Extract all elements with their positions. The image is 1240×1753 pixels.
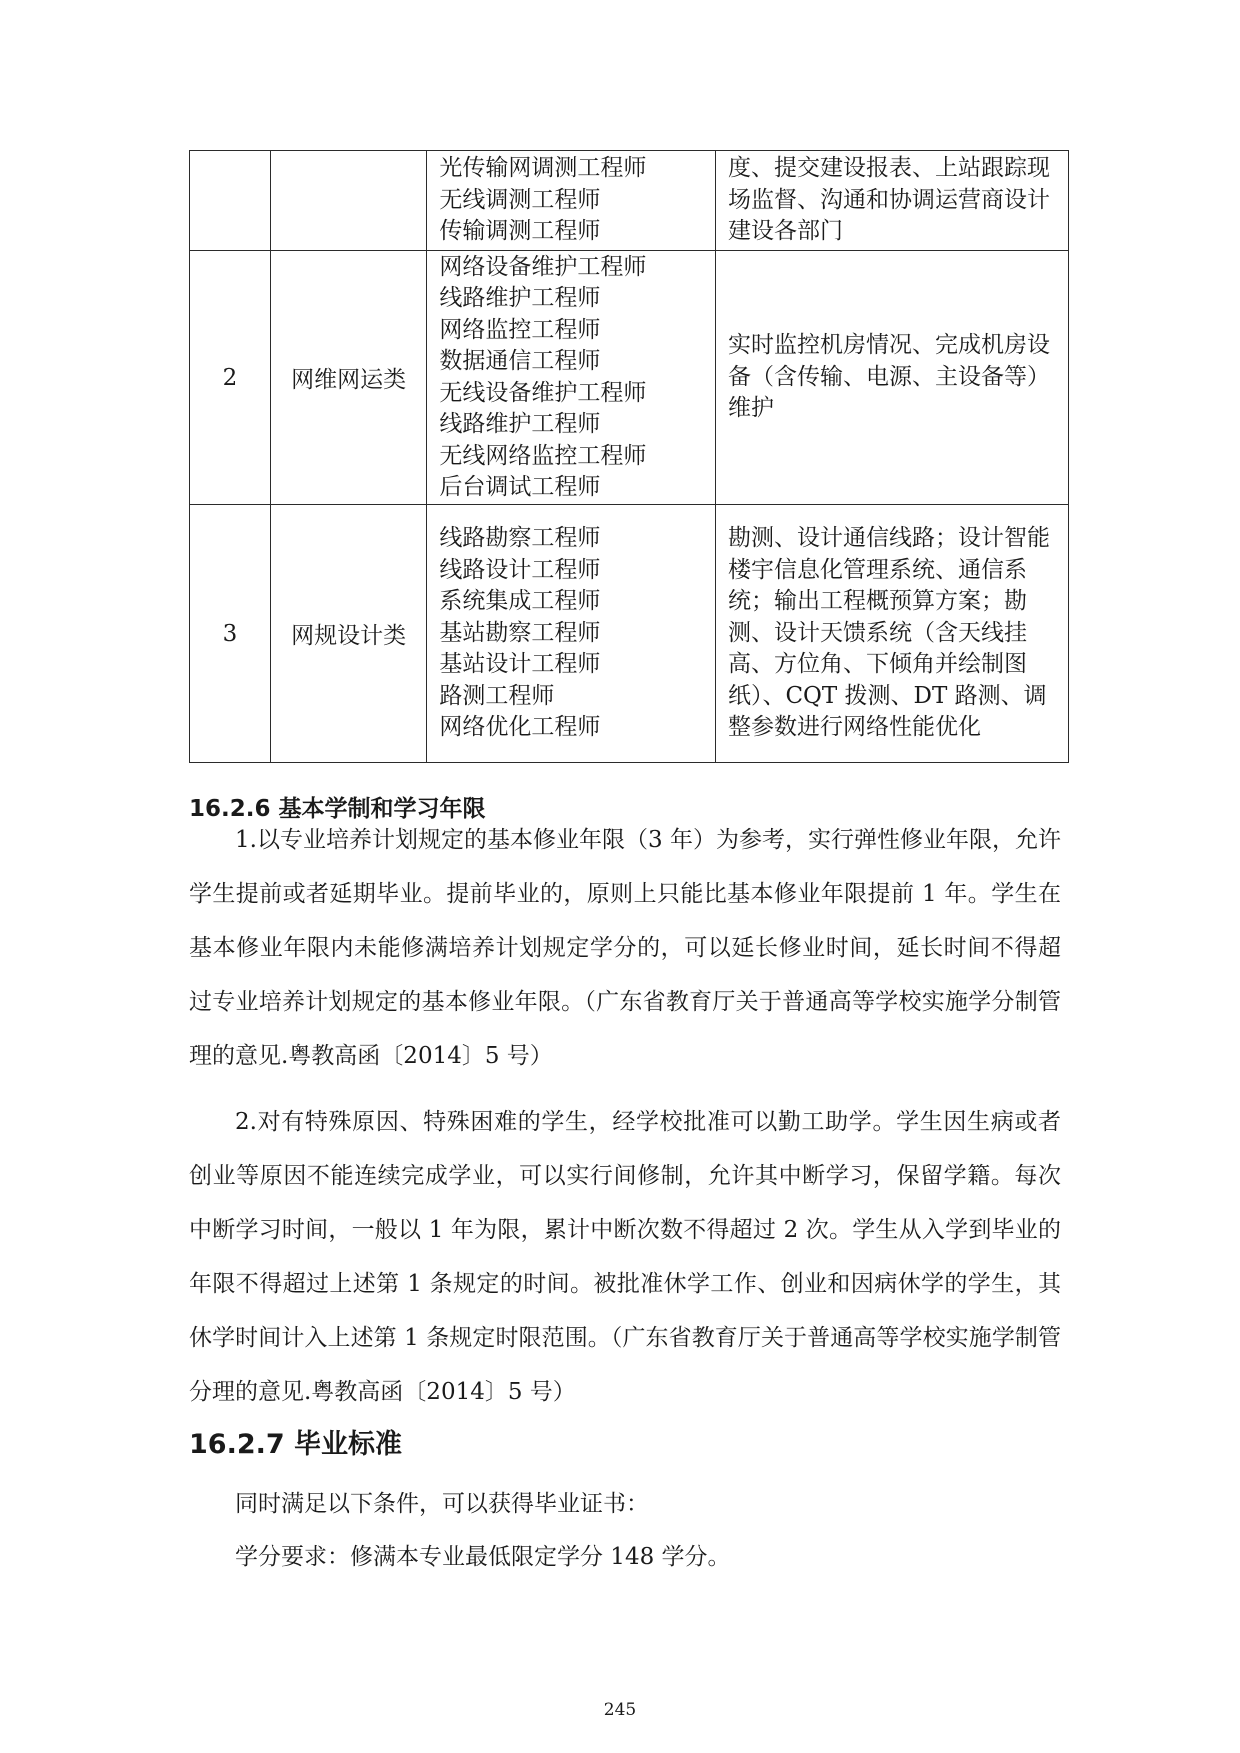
row-positions (427, 505, 716, 763)
credit-requirement: 学分要求：修满本专业最低限定学分 148 学分。 (235, 1544, 731, 1570)
table-row (190, 151, 1069, 251)
graduation-intro: 同时满足以下条件，可以获得毕业证书： (235, 1491, 649, 1517)
position-item: 网络监控工程师 (439, 316, 601, 343)
paragraph-suspension: 2.对有特殊原因、特殊困难的学生，经学校批准可以勤工助学。学生因生病或者创业等原因不能连续完成学业，可以实行间修制，允许其中断学习，保留学籍。每次中断学习时间，一般以 1 年为限，累计中断次数不得超过 2 次。学生从入学到毕业的年限不得超过上述第 1 条规定的时间。被批准休学工作、创业和因病休学的学生，其休学时间计入上述第 1 条规定时限范围。（广东省教育厅关于普通高等学校实施学制管分理的意见.粤教高函〔2014〕5 号） (189, 1109, 1061, 1405)
job-position-table (189, 150, 1069, 763)
row-number: 2 (190, 251, 271, 505)
row-duties: 实时监控机房情况、完成机房设备（含传输、电源、主设备等）维护 (715, 251, 1068, 505)
position-item: 线路维护工程师 (439, 285, 601, 311)
position-item: 线路设计工程师 (439, 556, 601, 583)
position-item: 系统集成工程师 (439, 588, 601, 615)
position-item: 无线调测工程师 (439, 186, 601, 213)
table-row (190, 505, 1069, 763)
position-item: 光传输网调测工程师 (439, 155, 647, 182)
position-item: 基站勘察工程师 (439, 619, 601, 646)
row-category: 网维网运类 (270, 251, 427, 505)
row-number (190, 151, 271, 251)
row-positions (427, 251, 716, 505)
position-item: 网络设备维护工程师 (439, 253, 647, 280)
section-heading-1627: 16.2.7 毕业标准 (189, 1429, 403, 1460)
position-item: 无线设备维护工程师 (439, 379, 647, 406)
row-duties: 度、提交建设报表、上站跟踪现场监督、沟通和协调运营商设计建设各部门 (715, 151, 1068, 251)
position-item: 无线网络监控工程师 (439, 442, 647, 469)
row-category (270, 151, 427, 251)
row-duties: 勘测、设计通信线路；设计智能楼宇信息化管理系统、通信系统；输出工程概预算方案；勘测、设计天馈系统（含天线挂高、方位角、下倾角并绘制图纸）、CQT 拨测、DT 路测、调整参数进行网络性能优化 (715, 505, 1068, 763)
section-heading-1626: 16.2.6 基本学制和学习年限 (189, 796, 486, 822)
position-item: 线路维护工程师 (439, 411, 601, 437)
position-item: 网络优化工程师 (439, 714, 601, 741)
position-item: 线路勘察工程师 (439, 525, 601, 552)
position-item: 数据通信工程师 (439, 348, 601, 374)
position-item: 传输调测工程师 (439, 218, 601, 245)
row-positions (427, 151, 716, 251)
row-category: 网规设计类 (270, 505, 427, 763)
position-item: 基站设计工程师 (439, 651, 601, 678)
page-number: 245 (603, 1700, 637, 1720)
position-item: 后台调试工程师 (439, 474, 601, 500)
table-row (190, 251, 1069, 505)
paragraph-study-years: 1.以专业培养计划规定的基本修业年限（3 年）为参考，实行弹性修业年限，允许学生提前或者延期毕业。提前毕业的，原则上只能比基本修业年限提前 1 年。学生在基本修业年限内未能修满培养计划规定学分的，可以延长修业时间，延长时间不得超过专业培养计划规定的基本修业年限。（广东省教育厅关于普通高等学校实施学分制管理的意见.粤教高函〔2014〕5 号） (189, 827, 1061, 1069)
position-item: 路测工程师 (439, 682, 555, 709)
row-number: 3 (190, 505, 271, 763)
